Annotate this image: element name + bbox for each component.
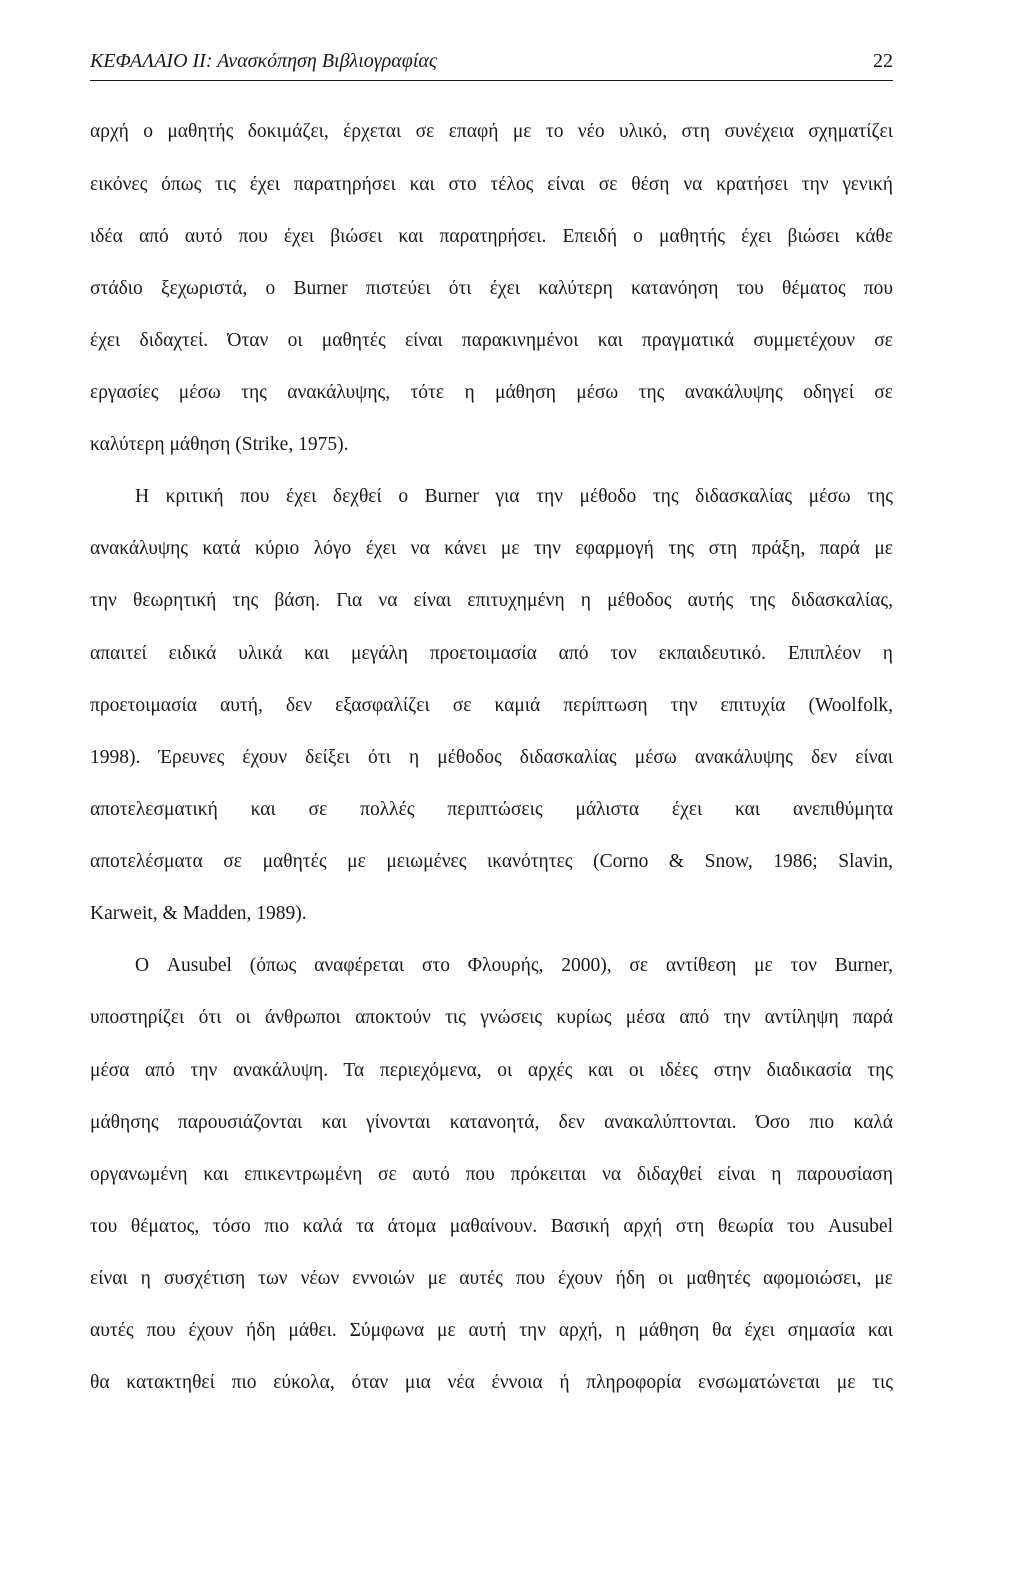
body-line: στάδιο ξεχωριστά, ο Burner πιστεύει ότι έχει καλύτερη κατανόηση του θέματος που	[90, 278, 893, 299]
page-number: 22	[873, 50, 893, 72]
body-line: απαιτεί ειδικά υλικά και μεγάλη προετοιμασία από τον εκπαιδευτικό. Επιπλέον η	[90, 643, 893, 664]
body-line: αυτές που έχουν ήδη μάθει. Σύμφωνα με αυτή την αρχή, η μάθηση θα έχει σημασία και	[90, 1320, 893, 1341]
body-line: έχει διδαχτεί. Όταν οι μαθητές είναι παρακινημένοι και πραγματικά συμμετέχουν σε	[90, 330, 893, 351]
body-line: εργασίες μέσω της ανακάλυψης, τότε η μάθηση μέσω της ανακάλυψης οδηγεί σε	[90, 382, 893, 403]
body-line: είναι η συσχέτιση των νέων εννοιών με αυτές που έχουν ήδη οι μαθητές αφομοιώσει, με	[90, 1268, 893, 1289]
body-line: Η κριτική που έχει δεχθεί ο Burner για την μέθοδο της διδασκαλίας μέσω της	[135, 486, 893, 507]
body-line: θα κατακτηθεί πιο εύκολα, όταν μια νέα έννοια ή πληροφορία ενσωματώνεται με τις	[90, 1372, 893, 1393]
body-line: ανακάλυψης κατά κύριο λόγο έχει να κάνει με την εφαρμογή της στη πράξη, παρά με	[90, 538, 893, 559]
body-line: εικόνες όπως τις έχει παρατηρήσει και στο τέλος είναι σε θέση να κρατήσει την γενική	[90, 174, 893, 195]
body-line: μάθησης παρουσιάζονται και γίνονται κατανοητά, δεν ανακαλύπτονται. Όσο πιο καλά	[90, 1112, 893, 1133]
body-line: αρχή ο μαθητής δοκιμάζει, έρχεται σε επαφή με το νέο υλικό, στη συνέχεια σχηματίζει	[90, 121, 893, 142]
header-divider	[90, 80, 893, 81]
body-line: οργανωμένη και επικεντρωμένη σε αυτό που πρόκειται να διδαχθεί είναι η παρουσίαση	[90, 1164, 893, 1185]
body-line: αποτελέσματα σε μαθητές με μειωμένες ικανότητες (Corno & Snow, 1986; Slavin,	[90, 851, 893, 872]
body-line: την θεωρητική της βάση. Για να είναι επιτυχημένη η μέθοδος αυτής της διδασκαλίας,	[90, 590, 893, 611]
body-line: μέσα από την ανακάλυψη. Τα περιεχόμενα, οι αρχές και οι ιδέες στην διαδικασία της	[90, 1060, 893, 1081]
body-line: του θέματος, τόσο πιο καλά τα άτομα μαθαίνουν. Βασική αρχή στη θεωρία του Ausubel	[90, 1216, 893, 1237]
body-line: 1998). Έρευνες έχουν δείξει ότι η μέθοδος διδασκαλίας μέσω ανακάλυψης δεν είναι	[90, 747, 893, 768]
body-line: καλύτερη μάθηση (Strike, 1975).	[90, 434, 349, 455]
body-line: υποστηρίζει ότι οι άνθρωποι αποκτούν τις γνώσεις κυρίως μέσα από την αντίληψη παρά	[90, 1007, 893, 1028]
chapter-title: ΚΕΦΑΛΑΙΟ ΙΙ: Ανασκόπηση Βιβλιογραφίας	[90, 50, 437, 72]
body-line: ιδέα από αυτό που έχει βιώσει και παρατηρήσει. Επειδή ο μαθητής έχει βιώσει κάθε	[90, 226, 893, 247]
page-header	[90, 48, 893, 78]
body-line: Karweit, & Madden, 1989).	[90, 903, 307, 924]
body-line: Ο Ausubel (όπως αναφέρεται στο Φλουρής, 2000), σε αντίθεση με τον Burner,	[135, 955, 893, 976]
body-line: προετοιμασία αυτή, δεν εξασφαλίζει σε καμιά περίπτωση την επιτυχία (Woolfolk,	[90, 695, 893, 716]
body-line: αποτελεσματική και σε πολλές περιπτώσεις μάλιστα έχει και ανεπιθύμητα	[90, 799, 893, 820]
